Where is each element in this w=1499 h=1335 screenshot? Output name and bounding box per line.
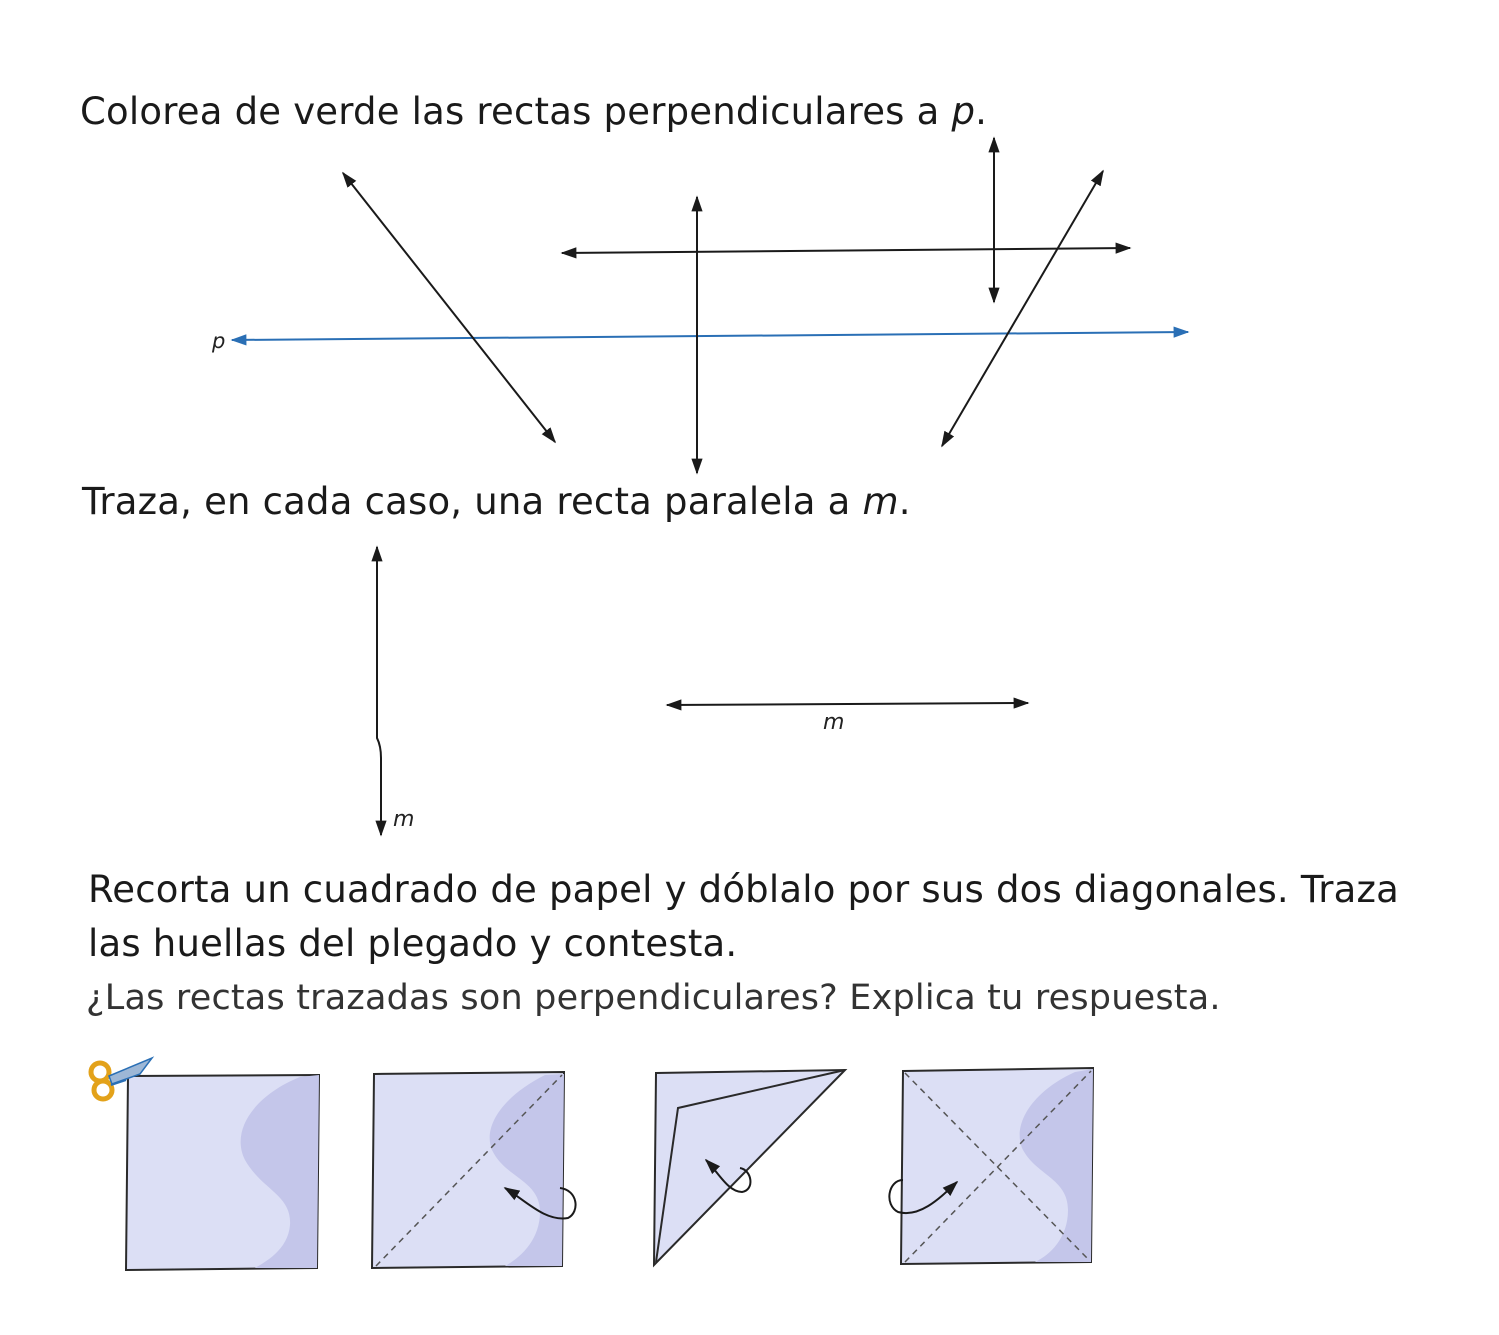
oblique-line-left <box>343 173 555 442</box>
folded-triangle <box>654 1070 845 1265</box>
exercise-1-text: Colorea de verde las rectas perpendiculares a <box>80 90 952 133</box>
label-p: p <box>212 329 226 353</box>
line-m-vertical <box>377 547 381 835</box>
exercise-1-end: . <box>975 90 988 133</box>
exercise-3-line-1: Recorta un cuadrado de papel y dóblalo por sus dos diagonales. Traza <box>88 868 1399 911</box>
exercise-1-figure <box>211 138 1188 473</box>
exercise-3-line-2: las huellas del plegado y contesta. <box>88 922 738 965</box>
fold-step-1 <box>91 1058 319 1270</box>
exercise-2-text: Traza, en cada caso, una recta paralela a <box>82 480 863 523</box>
fold-step-3 <box>654 1070 845 1265</box>
exercise-3-question: ¿Las rectas trazadas son perpendiculares? Explica tu respuesta. <box>86 978 1221 1018</box>
exercise-1-var: p <box>951 90 976 133</box>
oblique-line-right <box>942 171 1103 446</box>
line-m-horizontal <box>667 703 1028 705</box>
exercise-2-figure <box>377 547 1028 835</box>
fold-step-2 <box>372 1072 576 1268</box>
label-m-vertical: m <box>393 807 415 832</box>
fold-step-4 <box>889 1068 1093 1264</box>
exercise-2-var: m <box>862 480 899 523</box>
horizontal-line-top <box>562 248 1130 253</box>
exercise-2-end: . <box>898 480 911 523</box>
label-m-horizontal: m <box>823 710 845 735</box>
line-p <box>232 332 1188 340</box>
